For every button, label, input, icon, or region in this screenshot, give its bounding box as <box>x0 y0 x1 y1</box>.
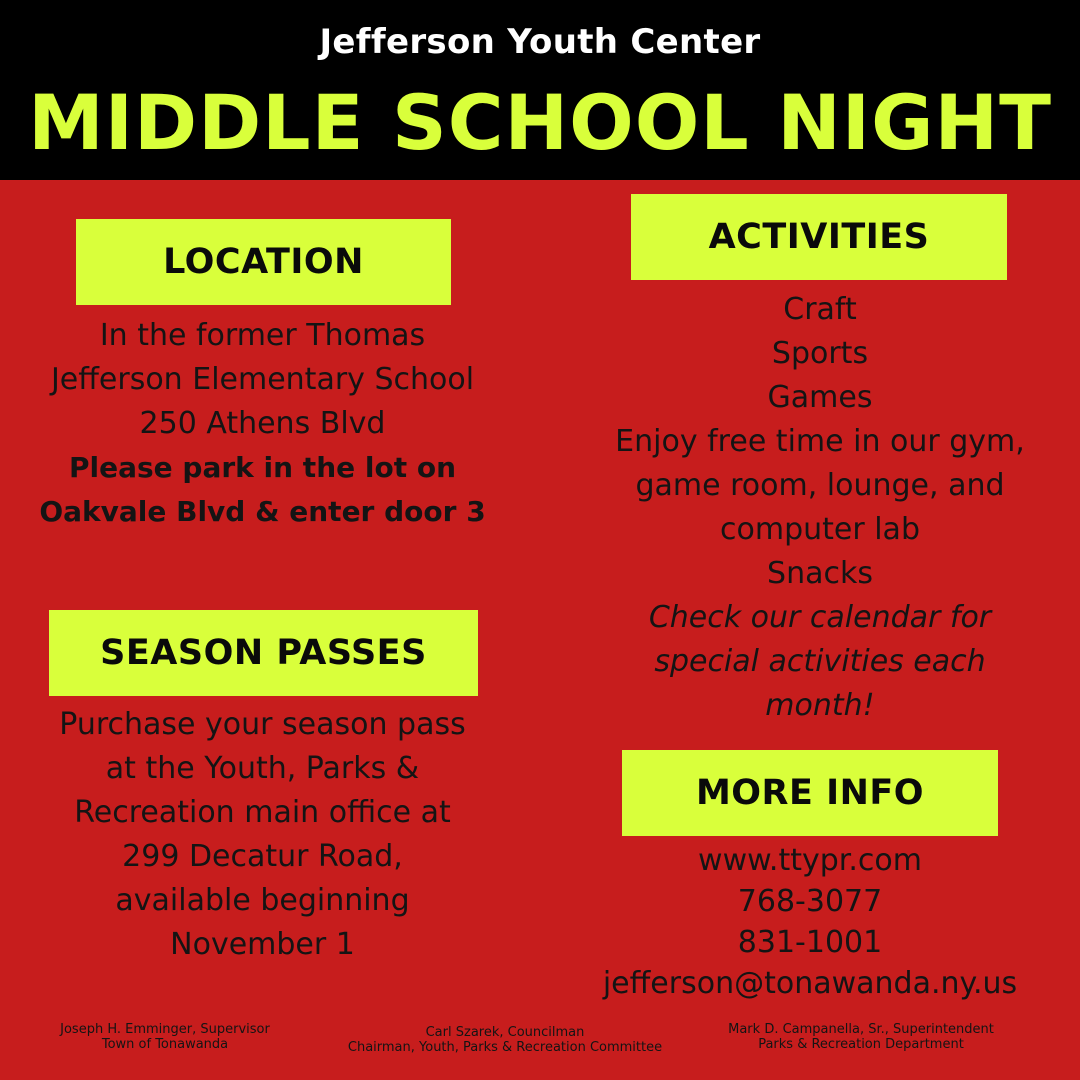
location-line: 250 Athens Blvd <box>139 406 386 441</box>
footer-councilman <box>300 1025 710 1055</box>
parking-instructions-line: Oakvale Blvd & enter door 3 <box>39 495 486 528</box>
location-heading: LOCATION <box>76 219 451 305</box>
more-info-details <box>565 840 1055 1004</box>
location-details <box>10 314 515 534</box>
phone-number: 831-1001 <box>737 925 883 960</box>
header-banner <box>0 0 1080 180</box>
footer-line: Mark D. Campanella, Sr., Superintendent <box>728 1022 994 1037</box>
footer-line: Chairman, Youth, Parks & Recreation Committee <box>347 1040 663 1055</box>
season-pass-line: at the Youth, Parks & <box>105 751 420 786</box>
footer-supervisor <box>20 1022 310 1052</box>
footer-line: Joseph H. Emminger, Supervisor <box>60 1022 270 1037</box>
activity-item: computer lab <box>720 512 920 547</box>
season-passes-details <box>10 703 515 967</box>
season-pass-line: Recreation main office at <box>74 795 451 830</box>
activities-list <box>580 288 1060 728</box>
activity-item: Enjoy free time in our gym, <box>615 424 1025 459</box>
activity-item: Sports <box>771 336 869 371</box>
phone-number: 768-3077 <box>737 884 883 919</box>
email-link[interactable]: jefferson@tonawanda.ny.us <box>602 966 1018 1001</box>
season-pass-line: Purchase your season pass <box>59 707 466 742</box>
season-pass-line: available beginning <box>115 883 410 918</box>
season-pass-line: November 1 <box>170 927 355 962</box>
page-title: MIDDLE SCHOOL NIGHT <box>28 78 1052 167</box>
season-pass-line: 299 Decatur Road, <box>122 839 403 874</box>
activity-item: Craft <box>783 292 857 327</box>
location-line: In the former Thomas <box>99 318 426 353</box>
location-line: Jefferson Elementary School <box>50 362 475 397</box>
activity-item: Games <box>767 380 873 415</box>
parking-instructions-line: Please park in the lot on <box>69 451 456 484</box>
calendar-note-line: special activities each <box>654 644 986 679</box>
activity-item: Snacks <box>767 556 873 591</box>
more-info-heading: MORE INFO <box>622 750 998 836</box>
activities-heading: ACTIVITIES <box>631 194 1007 280</box>
footer-line: Town of Tonawanda <box>101 1037 229 1052</box>
activity-item: game room, lounge, and <box>635 468 1005 503</box>
calendar-note-line: month! <box>765 688 875 723</box>
calendar-note-line: Check our calendar for <box>648 600 992 635</box>
organization-name: Jefferson Youth Center <box>319 22 761 62</box>
footer-line: Parks & Recreation Department <box>758 1037 964 1052</box>
season-passes-heading: SEASON PASSES <box>49 610 478 696</box>
footer-line: Carl Szarek, Councilman <box>425 1025 585 1040</box>
footer-superintendent <box>690 1022 1032 1052</box>
website-link[interactable]: www.ttypr.com <box>698 843 922 878</box>
